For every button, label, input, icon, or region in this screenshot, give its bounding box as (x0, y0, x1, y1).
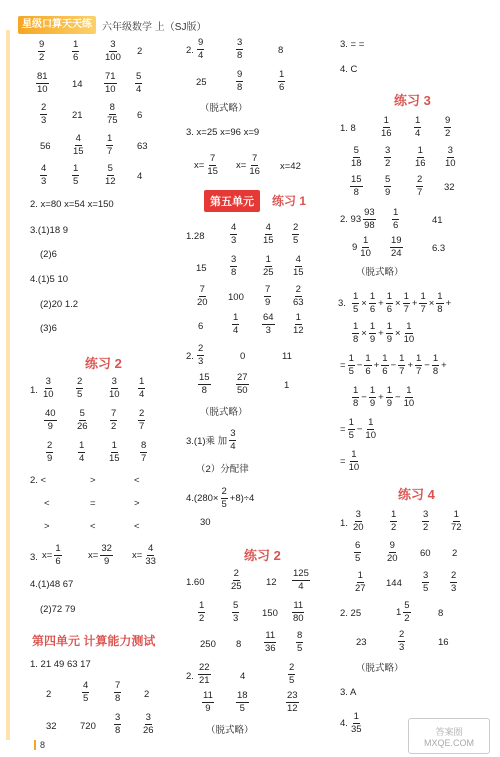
fraction: $\frac{5}{12}$ (105, 163, 116, 187)
section-title: 练习 2 (244, 548, 281, 563)
value: 14 (72, 79, 83, 90)
value: 4 (240, 671, 246, 682)
expression-line: = $\frac{1}{5}$ − $\frac{1}{10}$ (340, 417, 376, 441)
value: 23 (356, 637, 367, 648)
compare-symbol: 2. < (30, 475, 47, 486)
fraction: $\frac{71}{10}$ (105, 71, 116, 95)
value: 100 (228, 292, 244, 303)
equation: x= $\frac{1}{6}$ (42, 543, 61, 567)
value: 1.60 (186, 577, 205, 588)
compare-symbol: > (44, 521, 50, 532)
item-number: 3. (30, 552, 38, 563)
answer-line: 4.(1)5 10 (30, 274, 69, 285)
fraction: $\frac{1}{6}$ (73, 39, 79, 63)
fraction: $\frac{22}{21}$ (199, 662, 210, 686)
value: 150 (262, 608, 278, 619)
fraction: $\frac{19}{24}$ (391, 235, 402, 259)
fraction: $\frac{2}{5}$ (77, 376, 83, 400)
answer-line: 4.(280× $\frac{2}{5}$ +8)÷4 (186, 486, 255, 510)
value: 41 (432, 215, 443, 226)
value: 21 (72, 110, 83, 121)
series-banner: 星级口算天天练 (18, 16, 96, 34)
fraction: $\frac{3}{26}$ (143, 712, 154, 736)
value: 8 (278, 45, 284, 56)
fraction: $\frac{7}{8}$ (115, 680, 121, 704)
expression-line: = $\frac{1}{5}$ − $\frac{1}{6}$ + $\frac{1}{6}$ − $\frac{1}{7}$ + $\frac{1}{7}$ − $\frac{1}{8}$ + (340, 353, 447, 377)
fraction: $\frac{1}{12}$ (293, 312, 304, 336)
value: 0 (240, 351, 246, 362)
compare-symbol: < (90, 521, 96, 532)
item-number: 1. (30, 385, 38, 396)
answer-line: 3.(1)18 9 (30, 225, 69, 236)
fraction: $\frac{3}{8}$ (237, 37, 243, 61)
omit-note: （脱式略） (200, 407, 248, 418)
fraction: $\frac{1}{15}$ (109, 440, 120, 464)
value: 1. 8 (340, 123, 356, 134)
fraction: $\frac{3}{10}$ (109, 376, 120, 400)
value: 6 (137, 110, 143, 121)
fraction: $\frac{4}{5}$ (83, 680, 89, 704)
fraction: $\frac{2}{5}$ (293, 222, 299, 246)
fraction: $\frac{1}{5}$ (73, 163, 79, 187)
equation: x= $\frac{7}{16}$ (236, 153, 260, 177)
fraction: $\frac{9}{20}$ (387, 540, 398, 564)
item-number: 2. (186, 45, 194, 56)
mixed-number: 9 $\frac{1}{10}$ (352, 235, 371, 259)
fraction: $\frac{1}{27}$ (355, 570, 366, 594)
fraction: $\frac{2}{9}$ (47, 440, 53, 464)
fraction: $\frac{2}{3}$ (399, 629, 405, 653)
fraction: $\frac{27}{50}$ (237, 372, 248, 396)
fraction: $\frac{1}{4}$ (233, 312, 239, 336)
value: 2. 25 (340, 608, 362, 619)
fraction: $\frac{4}{3}$ (231, 222, 237, 246)
answer-line: 3. = = (340, 39, 365, 50)
fraction: $\frac{7}{9}$ (265, 284, 271, 308)
omit-note: （脱式略） (200, 103, 248, 114)
fraction: $\frac{5}{18}$ (351, 145, 362, 169)
fraction: $\frac{1}{16}$ (415, 145, 426, 169)
answer-line: 2. 93 $\frac{93}{98}$ (340, 207, 375, 231)
compare-symbol: = (90, 498, 96, 509)
fraction: $\frac{7}{2}$ (111, 408, 117, 432)
value: 25 (196, 77, 207, 88)
fraction: $\frac{1}{4}$ (79, 440, 85, 464)
page-number: 8 (34, 740, 45, 750)
fraction: $\frac{4}{3}$ (41, 163, 47, 187)
value: 720 (80, 721, 96, 732)
answer-line: 1. 21 49 63 17 (30, 659, 91, 670)
value: 6 (198, 321, 204, 332)
value: 250 (200, 639, 216, 650)
fraction: $\frac{9}{2}$ (445, 115, 451, 139)
fraction: $\frac{2}{5}$ (289, 662, 295, 686)
value: 63 (137, 141, 148, 152)
answer-line: 4. $\frac{1}{35}$ (340, 711, 362, 735)
value: 8 (236, 639, 242, 650)
value: 11 (282, 351, 292, 362)
item-number: 3. (338, 298, 346, 309)
answer-line: (2)72 79 (40, 604, 76, 615)
fraction: $\frac{1}{7}$ (107, 133, 113, 157)
fraction: $\frac{64}{3}$ (263, 312, 274, 336)
answer-line: 3. x=25 x=96 x=9 (186, 127, 260, 138)
answer-line: 3.(1)乘 加 $\frac{3}{4}$ (186, 428, 236, 452)
fraction: $\frac{5}{3}$ (233, 600, 239, 624)
fraction: $\frac{5}{9}$ (385, 174, 391, 198)
answer-line: 3. A (340, 687, 357, 698)
fraction: $\frac{2}{3}$ (198, 343, 204, 367)
item-number: 2. (186, 671, 194, 682)
value: 2 (46, 689, 52, 700)
fraction: $\frac{11}{9}$ (203, 690, 213, 714)
section-title: 练习 1 (272, 194, 307, 208)
value: 8 (438, 608, 444, 619)
fraction: $\frac{7}{20}$ (197, 284, 208, 308)
fraction: $\frac{8}{5}$ (297, 630, 303, 654)
fraction: $\frac{8}{75}$ (107, 102, 118, 126)
fraction: $\frac{125}{4}$ (293, 568, 309, 592)
answer-line: 2. x=80 x=54 x=150 (30, 199, 114, 210)
book-title: 六年级数学 上（SJ版） (102, 22, 207, 33)
fraction: $\frac{1}{25}$ (263, 254, 274, 278)
unit-heading: 第四单元 计算能力测试 (32, 634, 156, 648)
answer-line: （2）分配律 (196, 464, 249, 475)
value: 1.28 (186, 231, 205, 242)
fraction: $\frac{15}{8}$ (199, 372, 210, 396)
fraction: $\frac{3}{8}$ (115, 712, 121, 736)
fraction: $\frac{3}{8}$ (231, 254, 237, 278)
fraction: $\frac{1}{6}$ (279, 69, 285, 93)
answer-line: (2)6 (40, 249, 57, 260)
answer-line: (2)20 1.2 (40, 299, 79, 310)
value: 15 (196, 263, 207, 274)
value: x=42 (280, 161, 301, 172)
value: 2 (452, 548, 458, 559)
unit-banner: 第五单元 (204, 190, 260, 212)
fraction: $\frac{2}{63}$ (293, 284, 304, 308)
fraction: $\frac{2}{3}$ (41, 102, 47, 126)
fraction: $\frac{9}{8}$ (237, 69, 243, 93)
expression-line: $\frac{1}{8}$ − $\frac{1}{9}$ + $\frac{1}{9}$ − $\frac{1}{10}$ (353, 385, 415, 409)
mixed-number: 1 $\frac{5}{2}$ (396, 600, 410, 624)
fraction: $\frac{1}{16}$ (381, 115, 392, 139)
answer-line: 4.(1)48 67 (30, 579, 74, 590)
omit-note: （脱式略） (356, 267, 404, 278)
fraction: $\frac{4}{15}$ (263, 222, 274, 246)
value: 32 (46, 721, 57, 732)
watermark-logo (408, 718, 490, 754)
answer-line: (3)6 (40, 323, 57, 334)
fraction: $\frac{3}{2}$ (385, 145, 391, 169)
value: 12 (266, 577, 277, 588)
section-title: 练习 3 (394, 93, 431, 108)
equation: x= $\frac{4}{33}$ (132, 543, 156, 567)
equation: x= $\frac{7}{15}$ (194, 153, 218, 177)
compare-symbol: < (44, 498, 50, 509)
compare-symbol: < (134, 521, 140, 532)
fraction: $\frac{4}{15}$ (293, 254, 304, 278)
fraction: $\frac{9}{2}$ (39, 39, 45, 63)
omit-note: （脱式略） (356, 663, 404, 674)
value: 2 (137, 46, 143, 57)
compare-symbol: < (134, 475, 140, 486)
item-number: 1. (340, 518, 348, 529)
section-title: 练习 4 (398, 487, 435, 502)
item-number: 2. (186, 351, 194, 362)
value: 2 (144, 689, 150, 700)
value: 144 (386, 578, 402, 589)
fraction: $\frac{1}{2}$ (199, 600, 205, 624)
expression-line: = $\frac{1}{10}$ (340, 449, 360, 473)
expression-line: $\frac{1}{8}$ × $\frac{1}{9}$ + $\frac{1}{9}$ × $\frac{1}{10}$ (353, 321, 415, 345)
fraction: $\frac{3}{100}$ (105, 39, 121, 63)
fraction: $\frac{2}{25}$ (231, 568, 242, 592)
fraction: $\frac{3}{5}$ (423, 570, 429, 594)
fraction: $\frac{8}{7}$ (141, 440, 147, 464)
fraction: $\frac{3}{10}$ (43, 376, 54, 400)
fraction: $\frac{81}{10}$ (37, 71, 48, 95)
fraction: $\frac{3}{10}$ (445, 145, 456, 169)
fraction: $\frac{4}{15}$ (73, 133, 84, 157)
value: 4 (137, 171, 143, 182)
fraction: $\frac{2}{7}$ (139, 408, 145, 432)
fraction: $\frac{2}{3}$ (451, 570, 457, 594)
value: 6.3 (432, 243, 446, 254)
omit-note: （脱式略） (206, 725, 254, 736)
watermark-line: MXQE.COM (423, 737, 474, 748)
fraction: $\frac{11}{36}$ (265, 630, 276, 654)
fraction: $\frac{18}{5}$ (237, 690, 248, 714)
equation: x= $\frac{32}{9}$ (88, 543, 112, 567)
fraction: $\frac{5}{4}$ (136, 71, 142, 95)
side-decoration (6, 30, 10, 740)
fraction: $\frac{9}{4}$ (198, 37, 204, 61)
value: 16 (438, 637, 449, 648)
fraction: $\frac{1}{72}$ (451, 509, 462, 533)
fraction: $\frac{5}{26}$ (77, 408, 88, 432)
fraction: $\frac{6}{5}$ (355, 540, 361, 564)
watermark-line: 答案圈 (435, 726, 463, 737)
value: 32 (444, 182, 455, 193)
fraction: $\frac{1}{6}$ (393, 207, 399, 231)
value: 56 (40, 141, 51, 152)
fraction: $\frac{23}{12}$ (287, 690, 298, 714)
value: 60 (420, 548, 431, 559)
fraction: $\frac{11}{80}$ (293, 600, 304, 624)
fraction: $\frac{15}{8}$ (351, 174, 362, 198)
fraction: $\frac{1}{4}$ (415, 115, 421, 139)
fraction: $\frac{40}{9}$ (45, 408, 56, 432)
fraction: $\frac{1}{2}$ (391, 509, 397, 533)
value: 30 (200, 517, 211, 528)
value: 1 (284, 380, 290, 391)
section-title: 练习 2 (85, 356, 122, 371)
fraction: $\frac{3}{20}$ (353, 509, 364, 533)
fraction: $\frac{3}{2}$ (423, 509, 429, 533)
compare-symbol: > (134, 498, 140, 509)
fraction: $\frac{2}{7}$ (417, 174, 423, 198)
compare-symbol: > (90, 475, 96, 486)
answer-line: 4. C (340, 64, 358, 75)
expression-line: $\frac{1}{5}$ × $\frac{1}{6}$ + $\frac{1}{6}$ × $\frac{1}{7}$ + $\frac{1}{7}$ × $\frac{1}{8}$ + (353, 291, 452, 315)
fraction: $\frac{1}{4}$ (139, 376, 145, 400)
